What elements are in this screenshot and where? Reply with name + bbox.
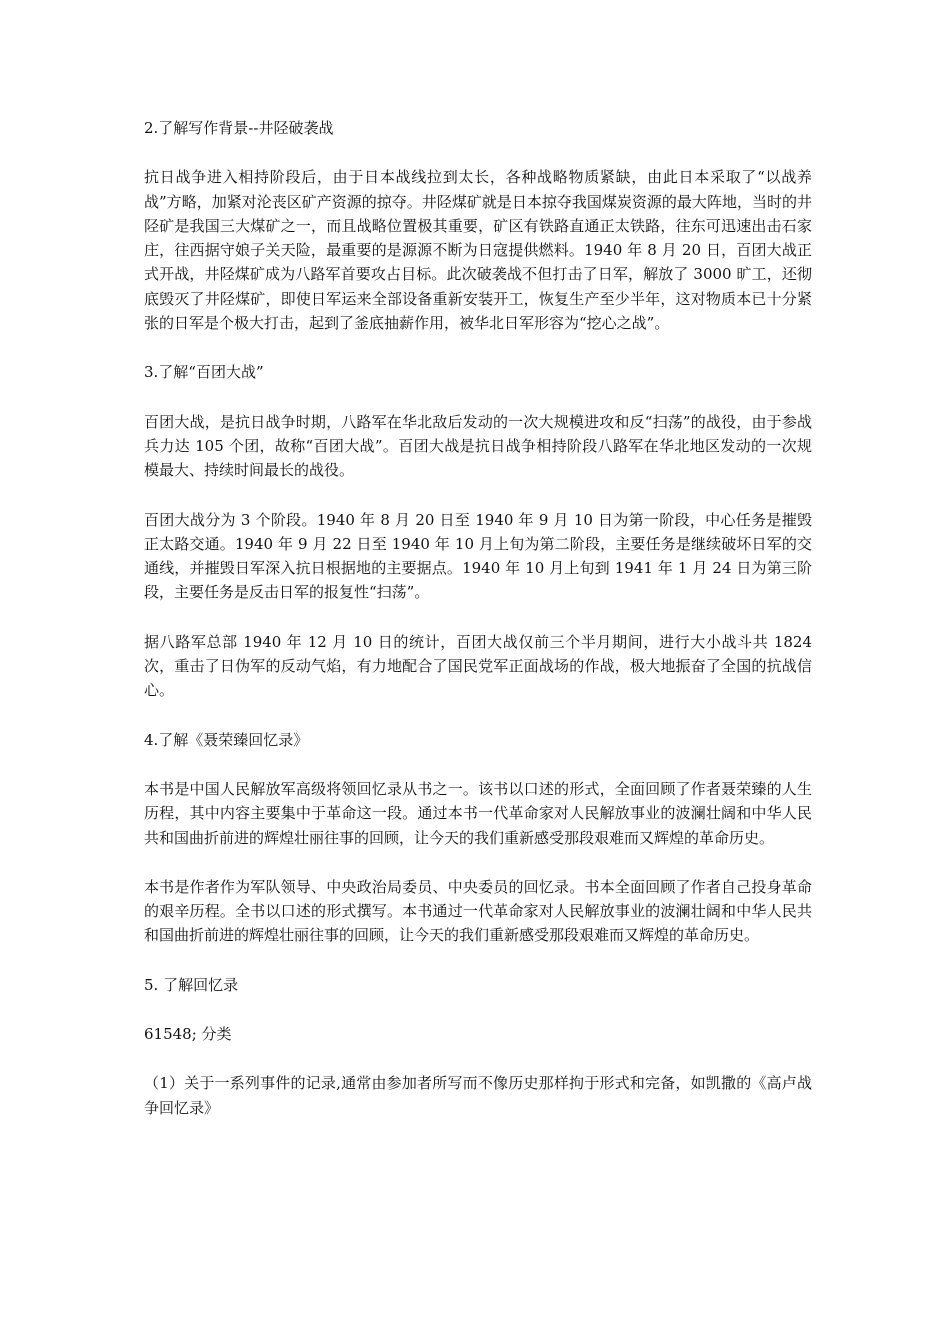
section-3-paragraph-1: 百团大战，是抗日战争时期，八路军在华北敌后发动的一次大规模进攻和反“扫荡”的战役，由于参战兵力达 105 个团，故称“百团大战”。百团大战是抗日战争相持阶段八路军在华北地区发动的一次规模最大、持续时间最长的战役。: [144, 412, 812, 480]
section-4-heading: 4.了解《聂荣臻回忆录》: [144, 730, 309, 749]
section-4-paragraph-2: 本书是作者作为军队领导、中央政治局委员、中央委员的回忆录。书本全面回顾了作者自己投身革命的艰辛历程。全书以口述的形式撰写。本书通过一代革命家对人民解放事业的波澜壮阔和中华人民共和国曲折前进的辉煌壮丽往事的回顾，让今天的我们重新感受那段艰难而又辉煌的革命历史。: [144, 877, 812, 945]
section-4-paragraph-1: 本书是中国人民解放军高级将领回忆录从书之一。该书以口述的形式，全面回顾了作者聂荣臻的人生历程，其中内容主要集中于革命这一段。通过本书一代革命家对人民解放事业的波澜壮阔和中华人民共和国曲折前进的辉煌壮丽往事的回顾，让今天的我们重新感受那段艰难而又辉煌的革命历史。: [144, 779, 812, 847]
section-5-subheading: 61548; 分类: [144, 1025, 232, 1044]
section-5-heading: 5. 了解回忆录: [144, 975, 239, 994]
section-2-heading: 2.了解写作背景--井陉破袭战: [144, 119, 334, 137]
section-3-heading: 3.了解“百团大战”: [144, 363, 264, 382]
section-5-paragraph-1: （1）关于一系列事件的记录,通常由参加者所写而不像历史那样拘于形式和完备，如凯撒的《高卢战争回忆录》: [144, 1074, 812, 1117]
section-2-paragraph-1: 抗日战争进入相持阶段后，由于日本战线拉到太长，各种战略物质紧缺，由此日本采取了“以战养战”方略，加紧对沦丧区矿产资源的掠夺。井陉煤矿就是日本掠夺我国煤炭资源的最大阵地，当时的井陉矿是我国三大煤矿之一，而且战略位置极其重要，矿区有铁路直通正太铁路，往东可迅速出击石家庄，往西据守娘子关天险，最重要的是源源不断为日寇提供燃料。1940 年 8 月 20 日，百团大战正式开战，井陉煤矿成为八路军首要攻占目标。此次破袭战不但打击了日军，解放了 3000 旷工，还彻底毁灭了井陉煤矿，即使日军运来全部设备重新安装开工，恢复生产至少半年，这对物质本已十分紧张的日军是个极大打击，起到了釜底抽薪作用，被华北日军形容为“挖心之战”。: [144, 168, 812, 333]
section-3-paragraph-3: 据八路军总部 1940 年 12 月 10 日的统计，百团大战仅前三个半月期间，进行大小战斗共 1824 次，重击了日伪军的反动气焰，有力地配合了国民党军正面战场的作战，极大地振奋了全国的抗战信心。: [144, 632, 812, 700]
document-page: [144, 116, 812, 1120]
section-3-paragraph-2: 百团大战分为 3 个阶段。1940 年 8 月 20 日至 1940 年 9 月 10 日为第一阶段，中心任务是摧毁正太路交通。1940 年 9 月 22 日至 1940 年 10 月上旬为第二阶段，主要任务是继续破坏日军的交通线，并摧毁日军深入抗日根据地的主要据点。1940 年 10 月上旬到 1941 年 1 月 24 日为第三阶段，主要任务是反击日军的报复性“扫荡”。: [144, 510, 812, 602]
